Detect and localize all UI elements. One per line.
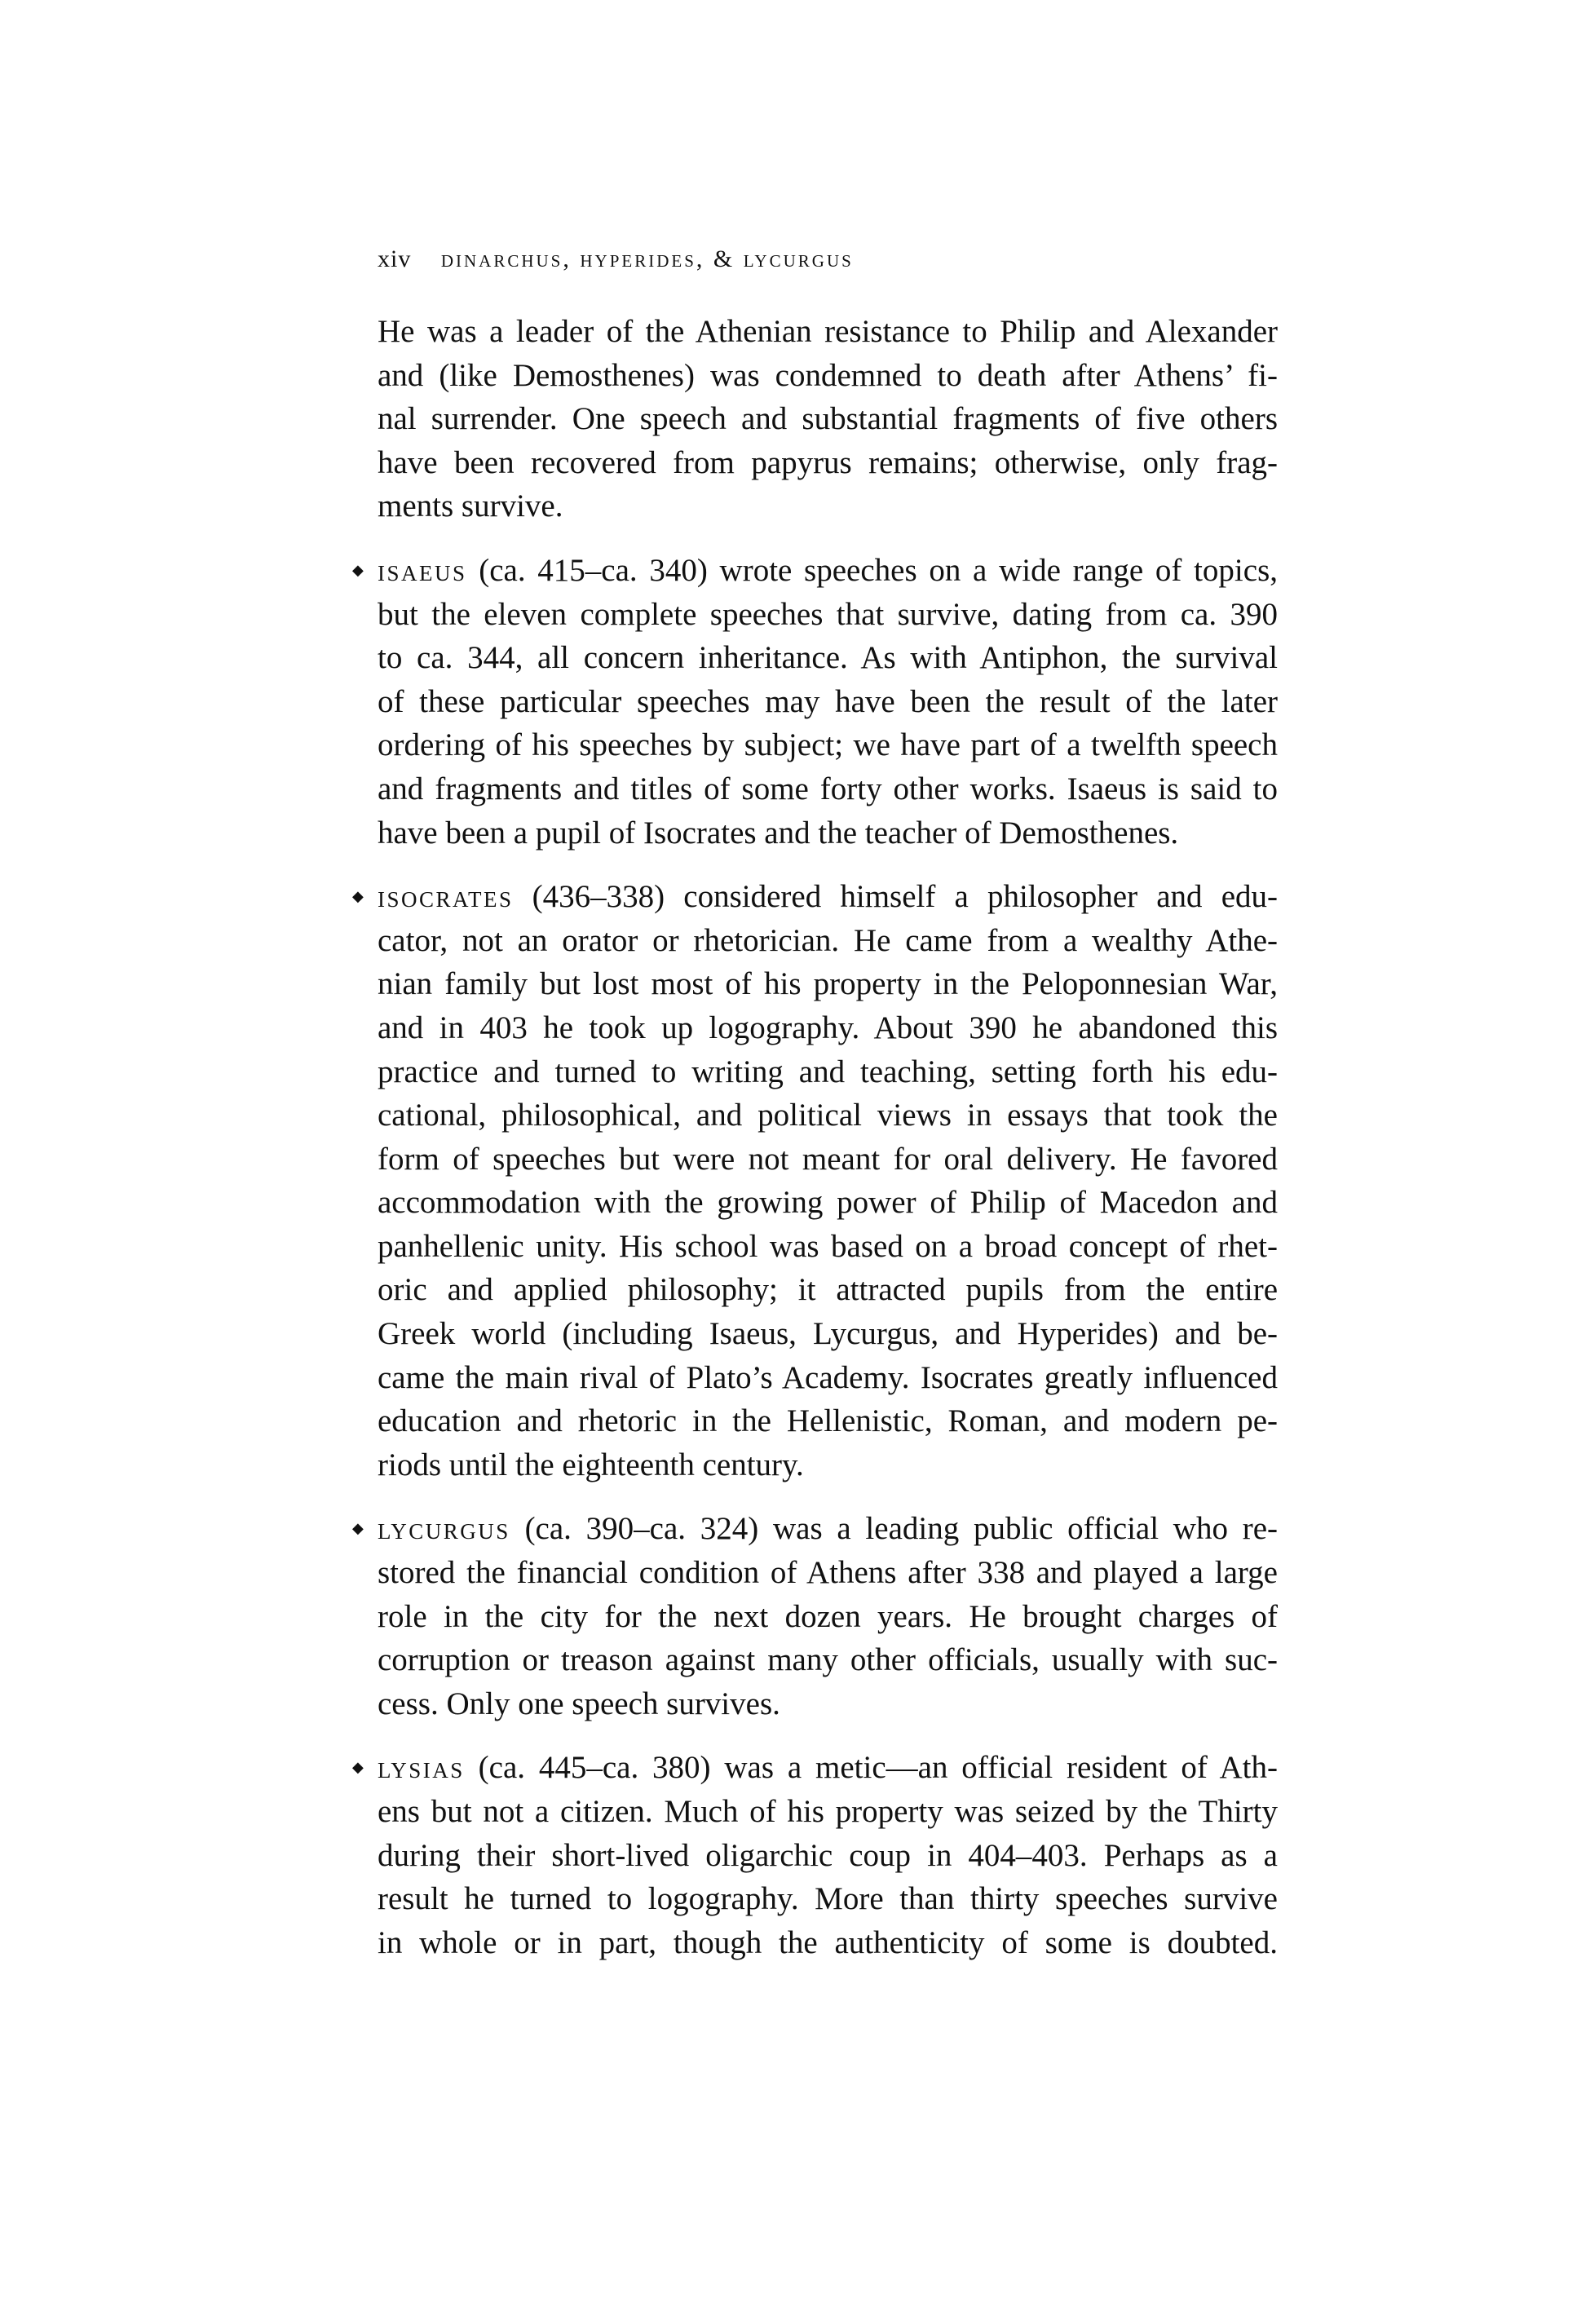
text-line: corruption or treason against many other officials, usually with suc-: [378, 1642, 1278, 1678]
text-line: nian family but lost most of his property in the Peloponnesian War,: [378, 966, 1278, 1002]
entry-isaeus: [352, 549, 1278, 855]
running-head-title: dinarchus, hyperides, & lycurgus: [440, 245, 854, 272]
diamond-bullet-icon: ◆: [352, 561, 364, 578]
text-line: and (like Demosthenes) was condemned to death after Athens’ fi-: [378, 357, 1278, 393]
entry-first-line-text: (ca. 415–ca. 340) wrote speeches on a wide range of topics,: [466, 552, 1278, 588]
intro-paragraph: [378, 310, 1278, 528]
text-line: have been recovered from papyrus remains; otherwise, only frag-: [378, 444, 1278, 480]
entry-lysias: [352, 1746, 1278, 1964]
text-line: stored the financial condition of Athens after 338 and played a large: [378, 1555, 1278, 1591]
text-line: education and rhetoric in the Hellenistic, Roman, and modern pe-: [378, 1403, 1278, 1439]
text-line: role in the city for the next dozen years. He brought charges of: [378, 1598, 1278, 1634]
entry-first-line-text: (ca. 445–ca. 380) was a metic—an official resident of Ath-: [464, 1750, 1278, 1786]
text-line: riods until the eighteenth century.: [378, 1447, 804, 1482]
text-line: oric and applied philosophy; it attracted pupils from the entire: [378, 1272, 1278, 1308]
text-line: nal surrender. One speech and substantial fragments of five others: [378, 401, 1278, 437]
text-line: cess. Only one speech survives.: [378, 1686, 780, 1721]
page-number: xiv: [378, 245, 412, 272]
entry-first-line: [378, 1507, 1278, 1551]
text-line: ments survive.: [378, 488, 563, 524]
text-line: ens but not a citizen. Much of his property was seized by the Thirty: [378, 1794, 1278, 1829]
diamond-bullet-icon: ◆: [352, 1520, 364, 1537]
running-head: [378, 243, 854, 276]
text-line: in whole or in part, though the authenticity of some is doubted.: [378, 1924, 1278, 1960]
text-line: cational, philosophical, and political views in essays that took the: [378, 1098, 1278, 1133]
text-line: result he turned to logography. More than thirty speeches survive: [378, 1881, 1278, 1917]
entry-first-line: [378, 875, 1278, 919]
text-line: came the main rival of Plato’s Academy. Isocrates greatly influenced: [378, 1359, 1278, 1395]
text-line: of these particular speeches may have been the result of the later: [378, 683, 1278, 719]
orator-name: lycurgus: [378, 1511, 510, 1547]
text-line: cator, not an orator or rhetorician. He came from a wealthy Athe-: [378, 922, 1278, 958]
orator-name: lysias: [378, 1750, 465, 1786]
orator-name: isaeus: [378, 552, 467, 588]
entry-isocrates: [352, 875, 1278, 1487]
text-line: ordering of his speeches by subject; we have part of a twelfth speech: [378, 727, 1278, 763]
entry-first-line: [378, 549, 1278, 593]
text-line: form of speeches but were not meant for oral delivery. He favored: [378, 1141, 1278, 1177]
diamond-bullet-icon: ◆: [352, 888, 364, 905]
entry-first-line-text: (436–338) considered himself a philosopher and edu-: [513, 879, 1278, 915]
text-line: practice and turned to writing and teaching, setting forth his edu-: [378, 1054, 1278, 1089]
text-line: accommodation with the growing power of Philip of Macedon and: [378, 1185, 1278, 1221]
entry-lycurgus: [352, 1507, 1278, 1725]
entry-first-line: [378, 1746, 1278, 1790]
text-line: Greek world (including Isaeus, Lycurgus, and Hyperides) and be-: [378, 1316, 1278, 1352]
text-line: and in 403 he took up logography. About 390 he abandoned this: [378, 1010, 1278, 1045]
text-line: but the eleven complete speeches that survive, dating from ca. 390: [378, 596, 1278, 632]
orator-name: isocrates: [378, 879, 514, 915]
diamond-bullet-icon: ◆: [352, 1759, 364, 1776]
text-line: panhellenic unity. His school was based on a broad concept of rhet-: [378, 1228, 1278, 1264]
text-line: He was a leader of the Athenian resistance to Philip and Alexander: [378, 314, 1278, 349]
text-line: and fragments and titles of some forty other works. Isaeus is said to: [378, 771, 1278, 806]
text-line: have been a pupil of Isocrates and the teacher of Demosthenes.: [378, 815, 1179, 851]
entry-first-line-text: (ca. 390–ca. 324) was a leading public official who re-: [510, 1511, 1278, 1547]
body-text: [352, 310, 1278, 1964]
text-line: during their short-lived oligarchic coup in 404–403. Perhaps as a: [378, 1837, 1278, 1873]
text-line: to ca. 344, all concern inheritance. As with Antiphon, the survival: [378, 640, 1278, 676]
